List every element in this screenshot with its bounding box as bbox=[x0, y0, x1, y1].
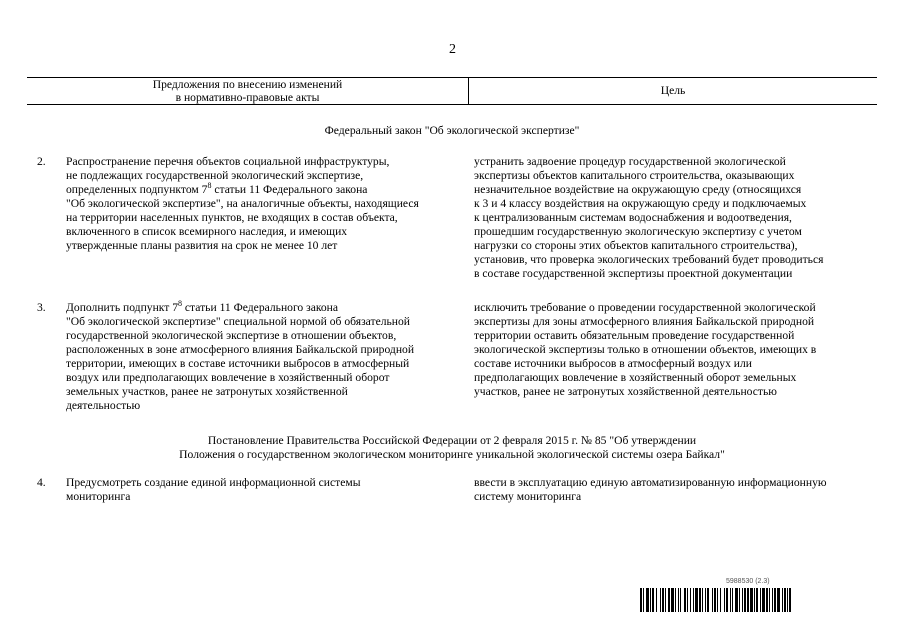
text-line: мониторинга bbox=[66, 490, 131, 503]
text-line: установив, что проверка экологических требований будет проводиться bbox=[474, 253, 824, 266]
barcode-bar bbox=[646, 588, 649, 612]
row-number: 2. bbox=[37, 155, 46, 168]
row-number: 4. bbox=[37, 476, 46, 489]
barcode-bar bbox=[652, 588, 654, 612]
text-line: государственной экологической экспертизе в отношении объектов, bbox=[66, 329, 397, 342]
text-line: к централизованным системам водоснабжения и водоотведения, bbox=[474, 211, 792, 224]
barcode-bar bbox=[720, 588, 721, 612]
barcode-bar bbox=[678, 588, 679, 612]
barcode-bar bbox=[774, 588, 776, 612]
barcode-bar bbox=[671, 588, 674, 612]
text-line: определенных подпунктом $7^8$ статьи 11 Федерального закона bbox=[66, 181, 368, 196]
barcode-bar bbox=[747, 588, 749, 612]
text-line: незначительное воздействие на окружающую среду (относящихся bbox=[474, 183, 802, 196]
barcode-bar bbox=[684, 588, 686, 612]
barcode-bar bbox=[656, 588, 657, 612]
text-line: экспертизы для зоны атмосферного влияния Байкальской природной bbox=[474, 315, 815, 328]
text-line: участков, ранее не затронутых хозяйственной деятельностью bbox=[474, 385, 777, 398]
barcode-bar bbox=[789, 588, 791, 612]
row-number: 3. bbox=[37, 301, 46, 314]
barcode-bar bbox=[724, 588, 725, 612]
header-right bbox=[469, 77, 877, 104]
barcode-bar bbox=[660, 588, 661, 612]
barcode-bar bbox=[650, 588, 651, 612]
text-line: нагрузки со стороны этих объектов капитального строительства), bbox=[474, 239, 798, 252]
barcode-bar bbox=[693, 588, 694, 612]
row-goal bbox=[474, 155, 879, 281]
text-line: территории оставить обязательным проведение государственной bbox=[474, 329, 795, 342]
barcode-bar bbox=[784, 588, 786, 612]
section-title-government-decree bbox=[27, 434, 877, 462]
text-line: утвержденные планы развития на срок не менее 10 лет bbox=[66, 239, 338, 252]
barcode-bar bbox=[640, 588, 642, 612]
barcode-bar bbox=[762, 588, 765, 612]
barcode-bar bbox=[744, 588, 746, 612]
row-proposal bbox=[66, 155, 466, 253]
text-line: к 3 и 4 классу воздействия на окружающую среду и подключаемых bbox=[474, 197, 807, 210]
row-goal bbox=[474, 301, 879, 399]
barcode-bar bbox=[675, 588, 676, 612]
barcode-bar bbox=[726, 588, 728, 612]
text-line: в составе государственной экспертизы проектной документации bbox=[474, 267, 793, 280]
text-line: ввести в эксплуатацию единую автоматизированную информационную bbox=[474, 476, 827, 489]
barcode-bar bbox=[732, 588, 733, 612]
barcode-bar bbox=[756, 588, 758, 612]
barcode-bar bbox=[714, 588, 716, 612]
text-line: расположенных в зоне атмосферного влияния Байкальской природной bbox=[66, 343, 415, 356]
barcode-bar bbox=[742, 588, 743, 612]
header-right-label: Цель bbox=[660, 84, 686, 97]
text-line: систему мониторинга bbox=[474, 490, 582, 503]
barcode-bar bbox=[777, 588, 780, 612]
superscript: 8 bbox=[178, 299, 183, 308]
barcode-bar bbox=[695, 588, 698, 612]
barcode-bar bbox=[699, 588, 701, 612]
barcode-bar bbox=[687, 588, 688, 612]
text-line: земельных участков, ранее не затронутых хозяйственной bbox=[66, 385, 348, 398]
barcode-bar bbox=[668, 588, 670, 612]
row-proposal bbox=[66, 301, 466, 413]
header-left-line1: Предложения по внесению изменений bbox=[152, 77, 343, 91]
barcode-number: 5988530 (2.3) bbox=[726, 578, 770, 585]
text-line: деятельностью bbox=[66, 399, 141, 412]
barcode-bar bbox=[769, 588, 770, 612]
row-proposal bbox=[66, 476, 466, 504]
table-header-bottom-rule bbox=[27, 104, 877, 105]
text-line: Предусмотреть создание единой информационной системы bbox=[66, 476, 361, 489]
barcode-bar bbox=[739, 588, 740, 612]
text-line: территории, имеющих в составе источники выбросов в атмосферный bbox=[66, 357, 410, 370]
section-title-line2: Положения о государственном экологическом мониторинге уникальной экологической системы озера Байкал" bbox=[179, 448, 725, 461]
text-line: экспертизы объектов капитального строительства, оказывающих bbox=[474, 169, 795, 182]
section-title-line1: Постановление Правительства Российской Федерации от 2 февраля 2015 г. № 85 "Об утверждении bbox=[207, 434, 697, 447]
text-line: не подлежащих государственной экологический экспертизе, bbox=[66, 169, 364, 182]
barcode-bar bbox=[705, 588, 706, 612]
text-line: устранить задвоение процедур государственной экологической bbox=[474, 155, 786, 168]
header-left-line2: в нормативно-правовые акты bbox=[175, 90, 320, 104]
section-title-line1: Федеральный закон "Об экологической экспертизе" bbox=[324, 124, 580, 137]
barcode-bar bbox=[730, 588, 731, 612]
text-line: предполагающих вовлечение в хозяйственный оборот земельных bbox=[474, 371, 797, 384]
barcode-icon bbox=[640, 588, 880, 612]
barcode-bar bbox=[643, 588, 644, 612]
text-line: Распространение перечня объектов социальной инфраструктуры, bbox=[66, 155, 390, 168]
header-left bbox=[27, 77, 468, 104]
barcode-bar bbox=[712, 588, 713, 612]
barcode-bar bbox=[782, 588, 783, 612]
text-line: воздух или предполагающих вовлечение в хозяйственный оборот bbox=[66, 371, 390, 384]
text-line: экологической экспертизы только в отношении объектов, имеющих в bbox=[474, 343, 817, 356]
barcode-bar bbox=[717, 588, 718, 612]
text-line: "Об экологической экспертизе", на аналогичные объекты, находящиеся bbox=[66, 197, 419, 210]
text-line: "Об экологической экспертизе" специальной нормой об обязательной bbox=[66, 315, 410, 328]
barcode-bar bbox=[754, 588, 755, 612]
barcode-bar bbox=[750, 588, 753, 612]
text-line: на территории населенных пунктов, не входящих в состав объекта, bbox=[66, 211, 398, 224]
text-line: составе источники выбросов в атмосферный воздух или bbox=[474, 357, 752, 370]
text-line: прошедшим государственную экологическую экспертизу с учетом bbox=[474, 225, 802, 238]
text-line: Дополнить подпункт $7^8$ статьи 11 Федерального закона bbox=[66, 299, 339, 314]
section-title-federal-law bbox=[27, 124, 877, 138]
superscript: 8 bbox=[207, 181, 212, 190]
barcode-bar bbox=[702, 588, 703, 612]
barcode-bar bbox=[735, 588, 738, 612]
barcode-bar bbox=[707, 588, 709, 612]
row-goal bbox=[474, 476, 879, 504]
barcode-bar bbox=[787, 588, 788, 612]
barcode-bar bbox=[772, 588, 773, 612]
page-number: 2 bbox=[449, 42, 456, 57]
barcode-bar bbox=[690, 588, 691, 612]
barcode-bar bbox=[760, 588, 761, 612]
barcode-bar bbox=[680, 588, 681, 612]
text-line: включенного в список всемирного наследия, и имеющих bbox=[66, 225, 348, 238]
barcode-bar bbox=[662, 588, 664, 612]
text-line: исключить требование о проведении государственной экологической bbox=[474, 301, 816, 314]
barcode-bar bbox=[665, 588, 666, 612]
barcode-bar bbox=[766, 588, 768, 612]
